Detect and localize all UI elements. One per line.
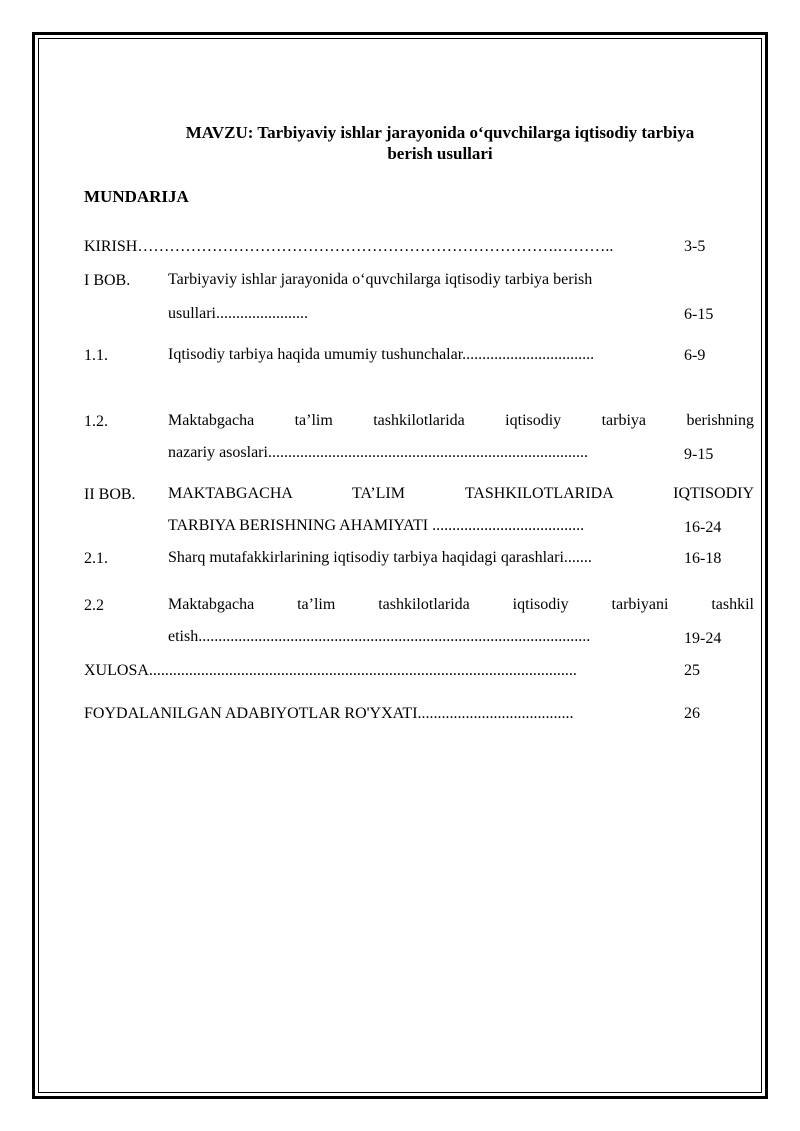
toc-entry-text-line-1: Maktabgacha ta’lim tashkilotlarida iqtisodiy tarbiyani tashkil: [168, 596, 754, 613]
title-line-2: berish usullari: [387, 144, 493, 163]
toc-entry-number: 2.2: [84, 597, 104, 614]
toc-entry-text-line-2: usullari.......................: [168, 305, 308, 322]
toc-entry-text-line-2: nazariy asoslari................................................................................: [168, 444, 588, 461]
toc-entry-label: XULOSA...........................................................................................................: [84, 662, 577, 679]
toc-entry-page: 16-24: [684, 519, 722, 536]
document-title: [120, 122, 760, 164]
toc-entry-number: 1.2.: [84, 413, 108, 430]
toc-entry-text-line-1: Maktabgacha ta’lim tashkilotlarida iqtisodiy tarbiya berishning: [168, 412, 754, 429]
toc-entry-label: FOYDALANILGAN ADABIYOTLAR RO'YXATI.......................................: [84, 705, 574, 722]
toc-entry-text-line-2: etish..................................................................................................: [168, 628, 591, 645]
toc-entry-page: 19-24: [684, 630, 722, 647]
toc-entry-page: 25: [684, 662, 700, 679]
toc-heading: MUNDARIJA: [84, 187, 189, 206]
toc-entry-text-line-1: Iqtisodiy tarbiya haqida umumiy tushunchalar.................................: [168, 346, 595, 363]
toc-entry-page: 9-15: [684, 446, 714, 463]
toc-entry-number: I BOB.: [84, 272, 131, 289]
toc-entry-page: 3-5: [684, 238, 706, 255]
toc-entry-number: 2.1.: [84, 550, 108, 567]
toc-entry-label: KIRISH…………………………………………………………………….………..: [84, 238, 614, 255]
toc-entry-text-line-1: MAKTABGACHA TA’LIM TASHKILOTLARIDA IQTISODIY: [168, 485, 754, 502]
toc-entry-page: 26: [684, 705, 700, 722]
toc-entry-text-line-1: Sharq mutafakkirlarining iqtisodiy tarbiya haqidagi qarashlari.......: [168, 549, 592, 566]
toc-entry-number: 1.1.: [84, 347, 108, 364]
toc-entry-page: 6-9: [684, 347, 706, 364]
toc-entry-text-line-1: Tarbiyaviy ishlar jarayonida o‘quvchilarga iqtisodiy tarbiya berish: [168, 271, 593, 288]
toc-entry-number: II BOB.: [84, 486, 136, 503]
toc-entry-text-line-2: TARBIYA BERISHNING AHAMIYATI ......................................: [168, 517, 585, 534]
toc-entry-page: 16-18: [684, 550, 722, 567]
toc-entry-page: 6-15: [684, 306, 714, 323]
title-line-1: MAVZU: Tarbiyaviy ishlar jarayonida o‘quvchilarga iqtisodiy tarbiya: [185, 123, 695, 142]
